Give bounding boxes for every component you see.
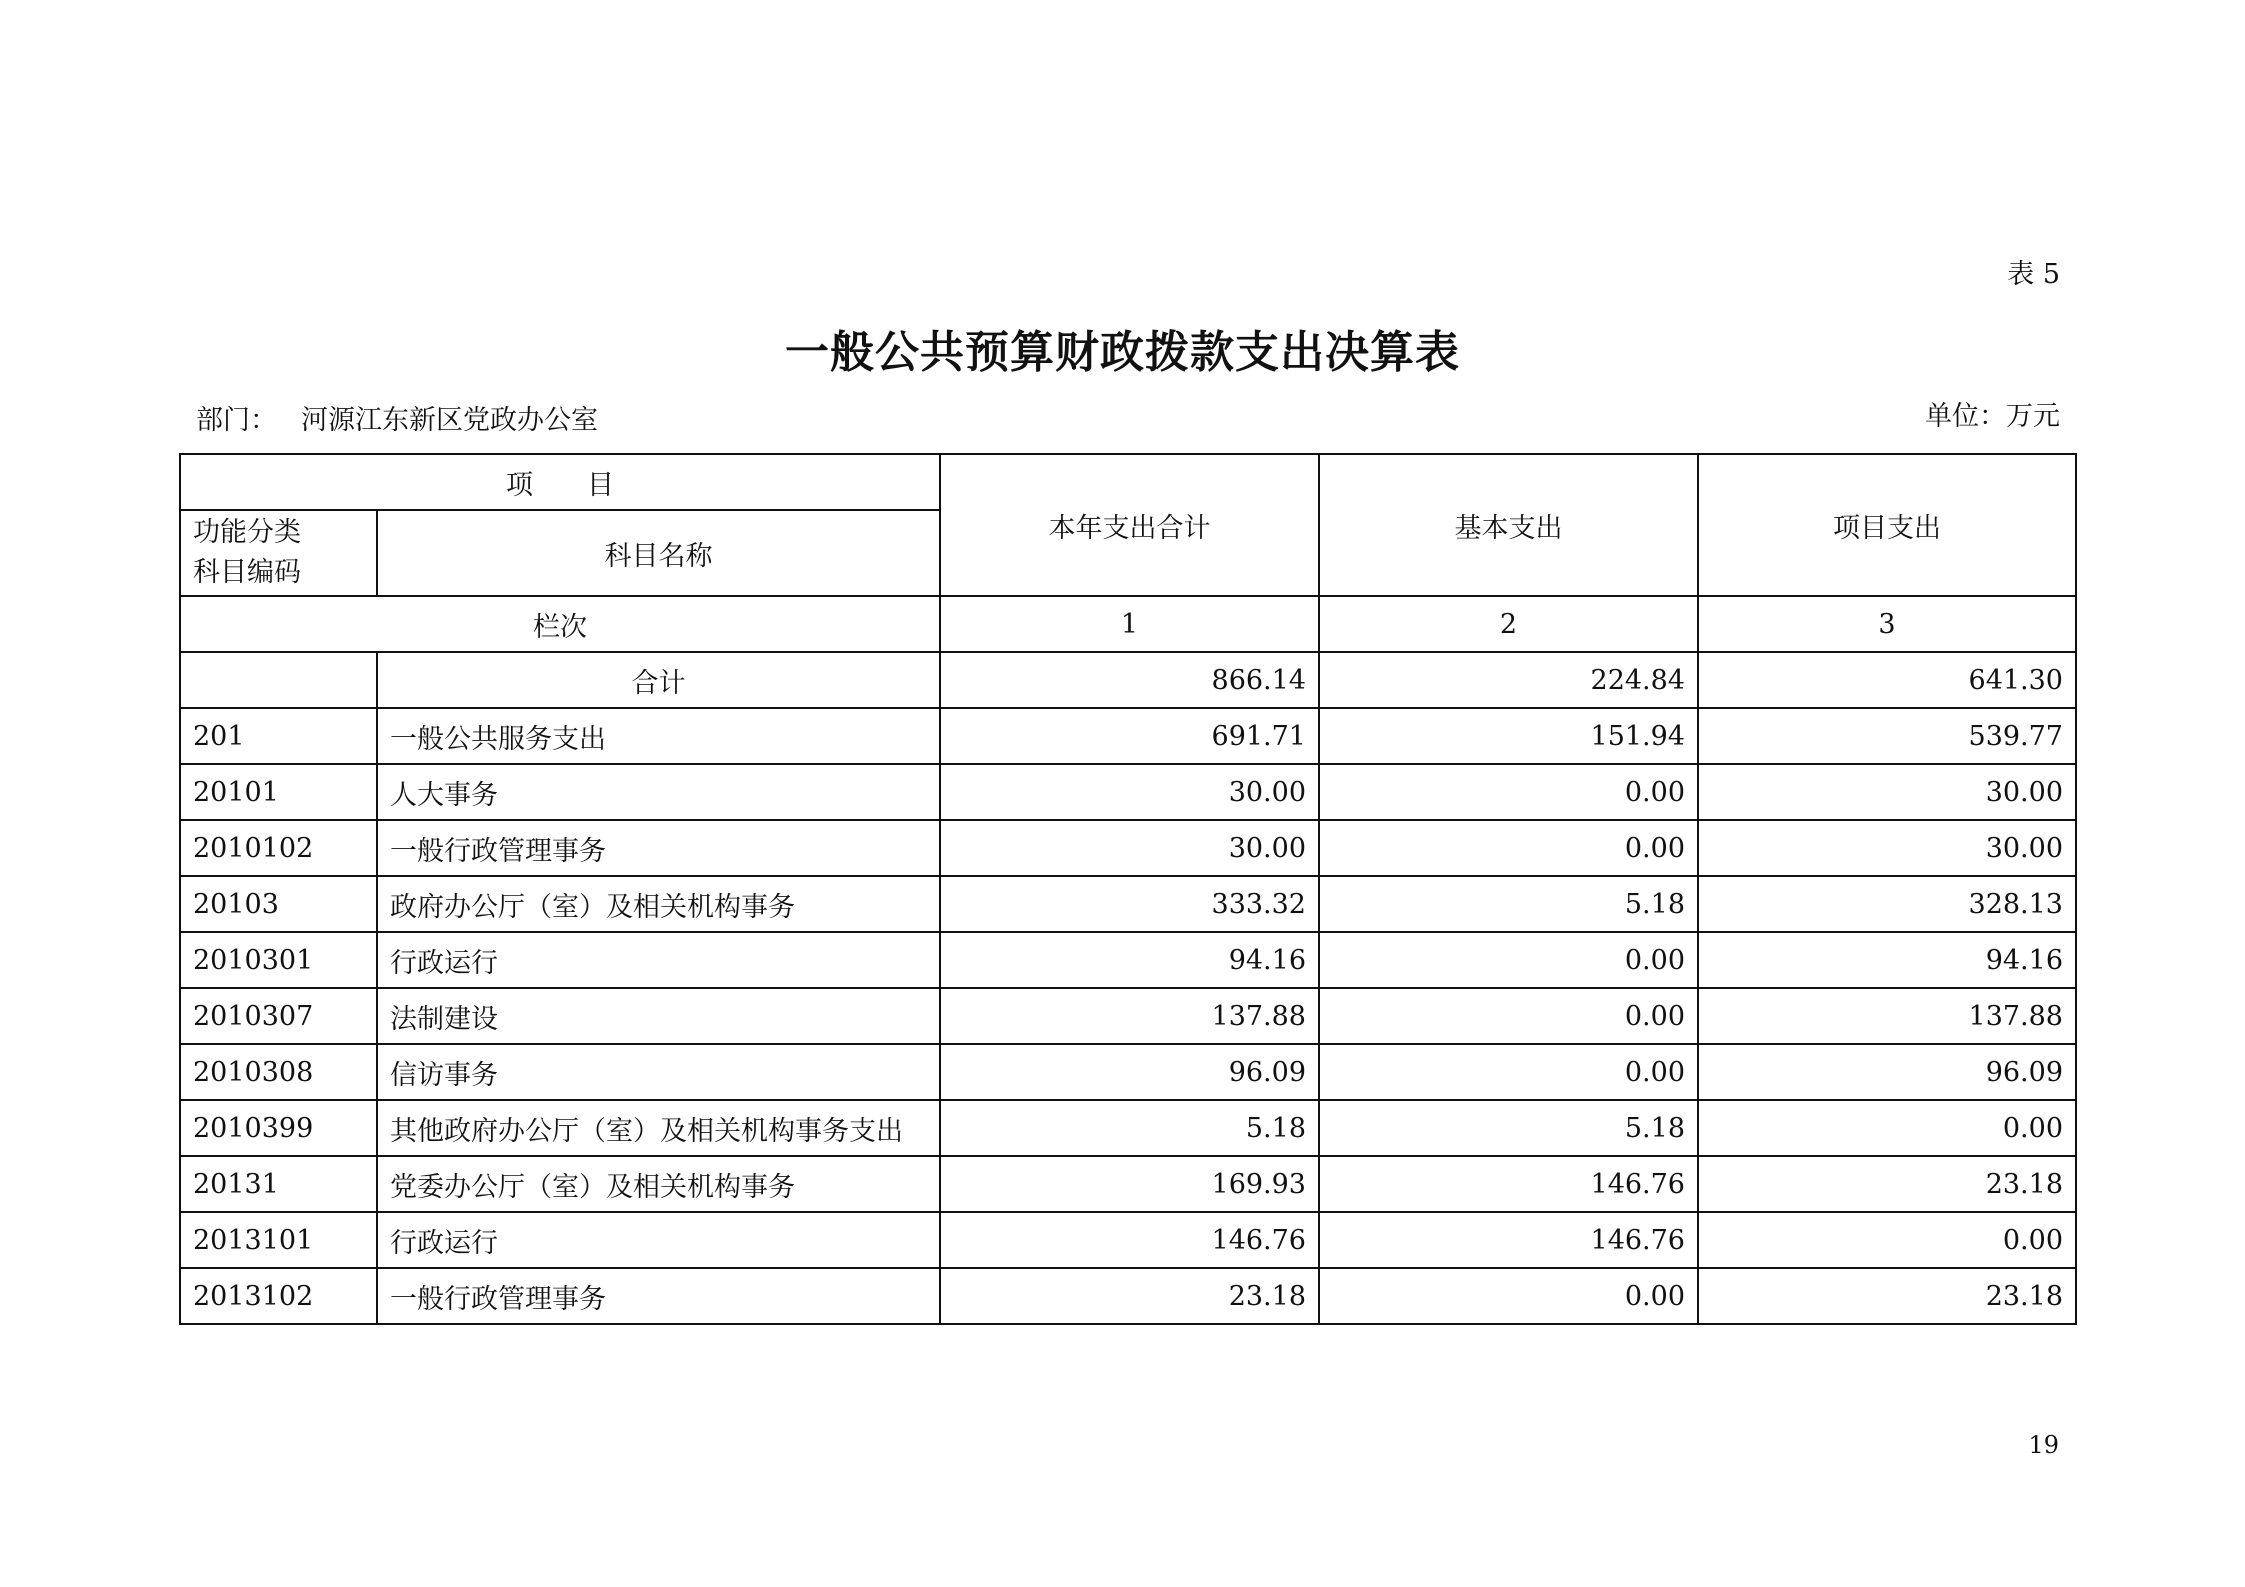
header-row-item — [180, 454, 2076, 510]
total-cell: 691.71 — [940, 708, 1319, 764]
code-cell: 2013102 — [180, 1268, 377, 1324]
project-cell: 0.00 — [1698, 1100, 2076, 1156]
table-row — [180, 876, 2076, 932]
basic-cell: 146.76 — [1319, 1212, 1698, 1268]
code-cell: 20103 — [180, 876, 377, 932]
code-cell: 2013101 — [180, 1212, 377, 1268]
header-project-cell: 项目支出 — [1698, 454, 2076, 596]
department-label: 部门： — [196, 405, 277, 436]
name-cell: 党委办公厅（室）及相关机构事务 — [377, 1156, 940, 1212]
code-cell: 2010301 — [180, 932, 377, 988]
project-cell: 0.00 — [1698, 1212, 2076, 1268]
basic-cell: 0.00 — [1319, 1268, 1698, 1324]
name-cell: 行政运行 — [377, 1212, 940, 1268]
table-row — [180, 708, 2076, 764]
code-cell: 20131 — [180, 1156, 377, 1212]
row-index-label: 栏次 — [180, 596, 940, 652]
code-cell: 20101 — [180, 764, 377, 820]
table-row — [180, 1156, 2076, 1212]
row-index-2: 2 — [1319, 596, 1698, 652]
basic-cell: 0.00 — [1319, 988, 1698, 1044]
table-row — [180, 1044, 2076, 1100]
code-cell: 2010308 — [180, 1044, 377, 1100]
header-item-cell: 项 目 — [180, 454, 940, 510]
table-number-label: 表 5 — [2007, 259, 2060, 290]
unit-label: 单位：万元 — [1925, 401, 2060, 432]
row-index-1: 1 — [940, 596, 1319, 652]
page-number: 19 — [2028, 1431, 2059, 1459]
code-cell: 2010102 — [180, 820, 377, 876]
table-row — [180, 820, 2076, 876]
header-name-cell: 科目名称 — [377, 510, 940, 596]
table-row — [180, 1212, 2076, 1268]
name-cell: 行政运行 — [377, 932, 940, 988]
total-cell: 23.18 — [940, 1268, 1319, 1324]
total-basic-cell: 224.84 — [1319, 652, 1698, 708]
basic-cell: 0.00 — [1319, 764, 1698, 820]
project-cell: 96.09 — [1698, 1044, 2076, 1100]
table-row — [180, 1268, 2076, 1324]
table-row — [180, 988, 2076, 1044]
total-cell: 169.93 — [940, 1156, 1319, 1212]
table-row — [180, 764, 2076, 820]
project-cell: 328.13 — [1698, 876, 2076, 932]
header-code-cell — [180, 510, 377, 596]
department-name: 河源江东新区党政办公室 — [301, 405, 598, 436]
total-cell: 137.88 — [940, 988, 1319, 1044]
project-cell: 23.18 — [1698, 1156, 2076, 1212]
basic-cell: 5.18 — [1319, 876, 1698, 932]
total-cell: 30.00 — [940, 820, 1319, 876]
total-name-cell: 合计 — [377, 652, 940, 708]
name-cell: 政府办公厅（室）及相关机构事务 — [377, 876, 940, 932]
basic-cell: 0.00 — [1319, 932, 1698, 988]
budget-table — [179, 453, 2077, 1325]
header-row-index — [180, 596, 2076, 652]
table-row — [180, 1100, 2076, 1156]
project-cell: 30.00 — [1698, 820, 2076, 876]
header-total-cell: 本年支出合计 — [940, 454, 1319, 596]
basic-cell: 0.00 — [1319, 820, 1698, 876]
total-total-cell: 866.14 — [940, 652, 1319, 708]
total-row — [180, 652, 2076, 708]
basic-cell: 0.00 — [1319, 1044, 1698, 1100]
name-cell: 信访事务 — [377, 1044, 940, 1100]
basic-cell: 146.76 — [1319, 1156, 1698, 1212]
project-cell: 539.77 — [1698, 708, 2076, 764]
total-cell: 94.16 — [940, 932, 1319, 988]
total-cell: 5.18 — [940, 1100, 1319, 1156]
total-project-cell: 641.30 — [1698, 652, 2076, 708]
code-cell: 2010307 — [180, 988, 377, 1044]
code-cell: 201 — [180, 708, 377, 764]
header-basic-cell: 基本支出 — [1319, 454, 1698, 596]
header-code-line1: 功能分类 — [193, 517, 301, 548]
project-cell: 30.00 — [1698, 764, 2076, 820]
name-cell: 一般公共服务支出 — [377, 708, 940, 764]
total-cell: 333.32 — [940, 876, 1319, 932]
row-index-3: 3 — [1698, 596, 2076, 652]
header-code-line2: 科目编码 — [193, 557, 301, 588]
page-title: 一般公共预算财政拨款支出决算表 — [785, 327, 1460, 378]
total-cell: 30.00 — [940, 764, 1319, 820]
name-cell: 一般行政管理事务 — [377, 1268, 940, 1324]
department-line — [196, 404, 598, 438]
name-cell: 人大事务 — [377, 764, 940, 820]
code-cell: 2010399 — [180, 1100, 377, 1156]
total-code-cell — [180, 652, 377, 708]
name-cell: 法制建设 — [377, 988, 940, 1044]
name-cell: 一般行政管理事务 — [377, 820, 940, 876]
basic-cell: 151.94 — [1319, 708, 1698, 764]
total-cell: 96.09 — [940, 1044, 1319, 1100]
table-row — [180, 932, 2076, 988]
name-cell: 其他政府办公厅（室）及相关机构事务支出 — [377, 1100, 940, 1156]
project-cell: 23.18 — [1698, 1268, 2076, 1324]
total-cell: 146.76 — [940, 1212, 1319, 1268]
project-cell: 137.88 — [1698, 988, 2076, 1044]
basic-cell: 5.18 — [1319, 1100, 1698, 1156]
project-cell: 94.16 — [1698, 932, 2076, 988]
